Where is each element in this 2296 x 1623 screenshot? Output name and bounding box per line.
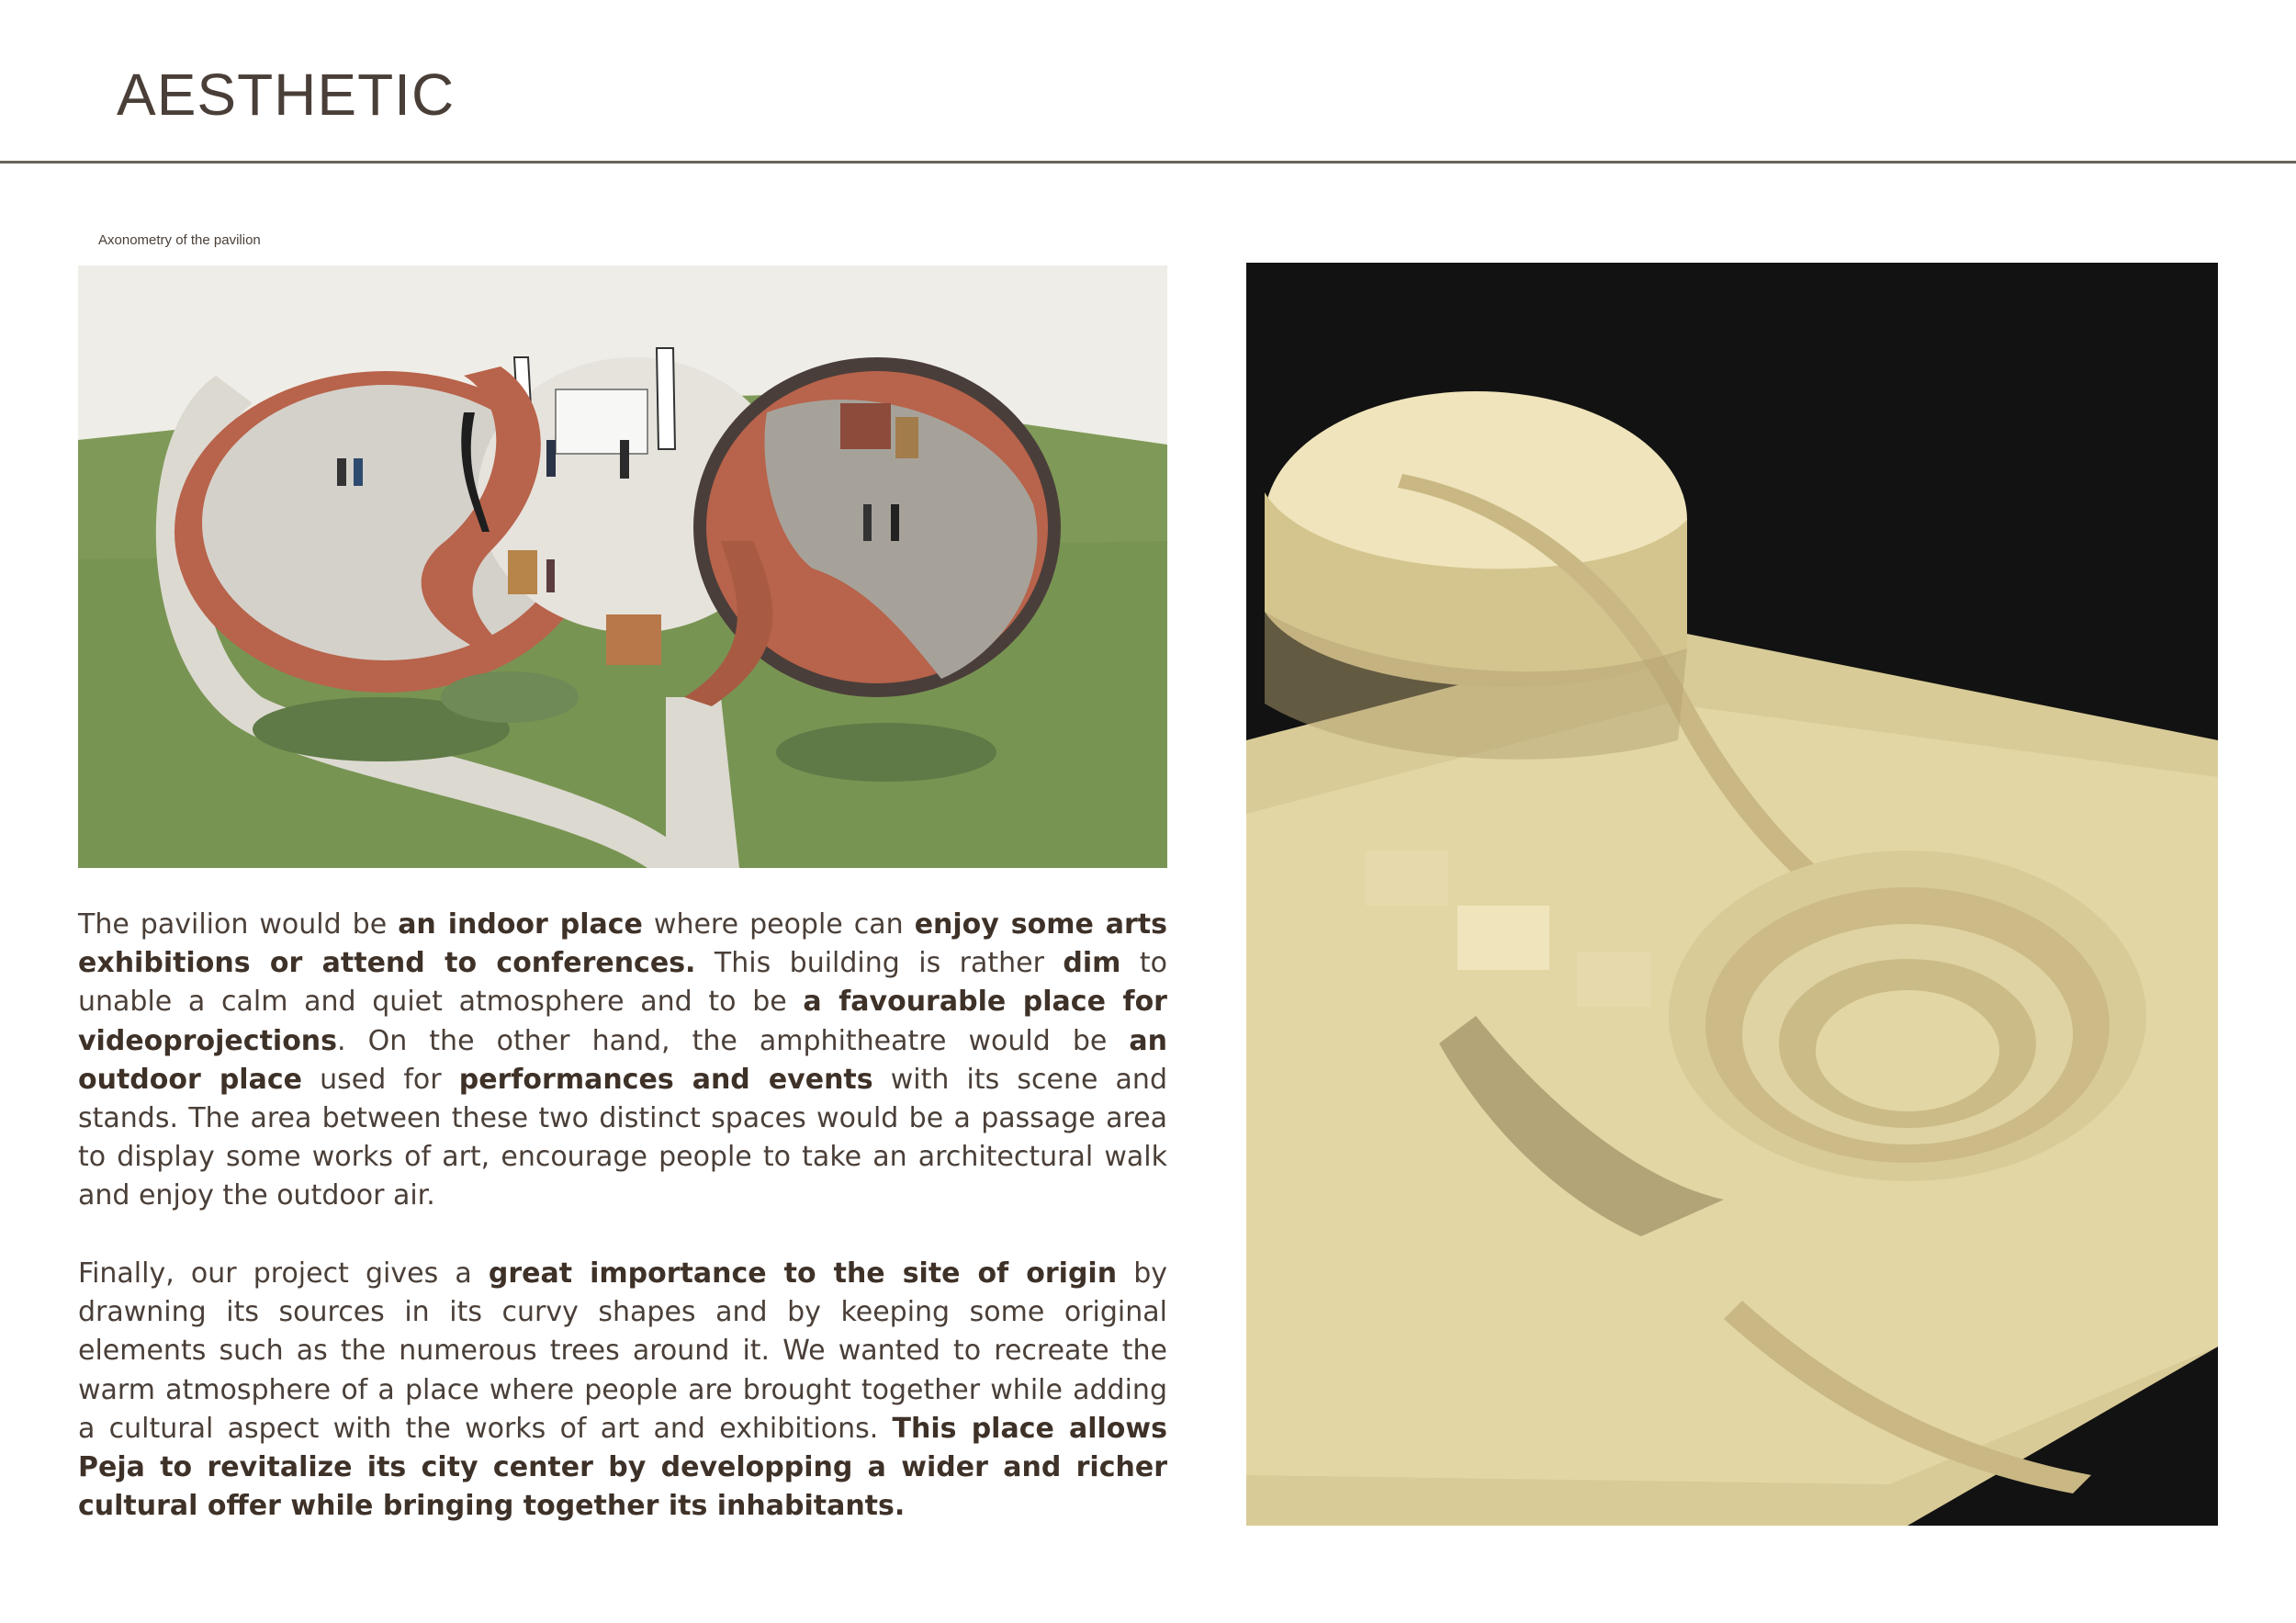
text-run: with its scene and stands. The area between these two distinct spaces would be a passage area to display some works of art, encourage people to take an architectural walk and enjoy the outdoor air. <box>78 1063 1167 1212</box>
title-divider <box>0 161 2296 163</box>
description-paragraph-1 <box>78 906 1167 1216</box>
text-run: . On the other hand, the amphitheatre would be <box>337 1024 1130 1057</box>
text-run: where people can <box>642 908 915 941</box>
text-run: The pavilion would be <box>78 908 399 941</box>
emphasis-indoor-place: an indoor place <box>398 908 643 941</box>
description-paragraph-2 <box>78 1255 1167 1526</box>
text-run: used for <box>301 1063 459 1096</box>
figure-caption: Axonometry of the pavilion <box>98 232 261 248</box>
text-run: This building is rather <box>695 947 1064 980</box>
emphasis-outdoor-place: an outdoor place <box>78 1024 1167 1096</box>
text-run: to unable a calm and quiet atmosphere and to be <box>78 947 1167 1019</box>
emphasis-videoprojections: a favourable place for videoprojections <box>78 986 1167 1057</box>
emphasis-performances: performances and events <box>458 1063 873 1096</box>
emphasis-conclusion: This place allows Peja to revitalize its city center by developping a wider and richer cultural offer while bringing together its inhabitants. <box>78 1412 1167 1523</box>
physical-model-photo <box>1246 263 2218 1526</box>
emphasis-dim: dim <box>1063 947 1121 980</box>
text-run: by drawning its sources in its curvy shapes and by keeping some original elements such as the numerous trees around it. We wanted to recreate the warm atmosphere of a place where people are brought together while adding a cultural aspect with the works of art and exhibitions. <box>78 1257 1167 1445</box>
axonometry-image <box>78 265 1167 868</box>
emphasis-exhibitions: enjoy some arts exhibitions or attend to conferences. <box>78 908 1167 980</box>
emphasis-site-of-origin: great importance to the site of origin <box>488 1257 1118 1290</box>
page-title: AESTHETIC <box>117 62 456 128</box>
text-run: Finally, our project gives a <box>78 1257 489 1290</box>
